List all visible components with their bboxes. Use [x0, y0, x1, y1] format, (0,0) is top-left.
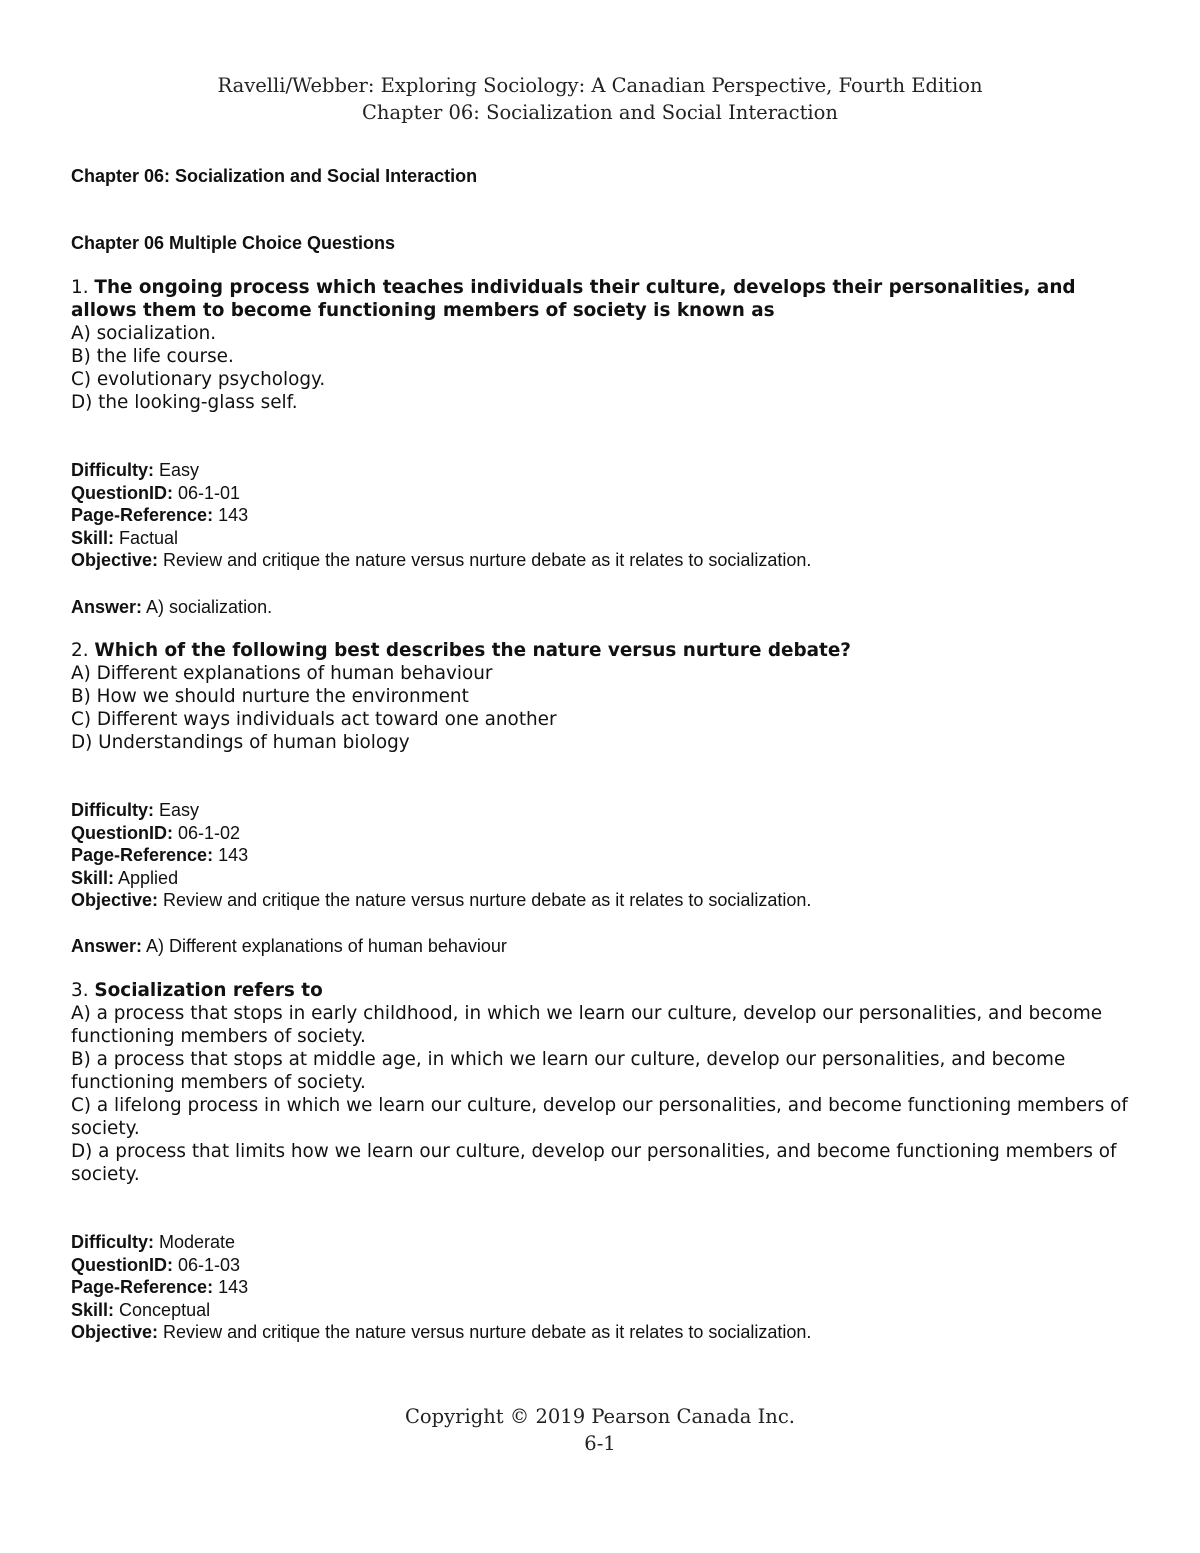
question-text: Which of the following best describes the nature versus nurture debate? — [94, 640, 851, 661]
question-stem — [71, 979, 1131, 1002]
page-reference-value: 143 — [218, 1277, 249, 1298]
difficulty-label: Difficulty: — [71, 1232, 154, 1252]
question-1-answer — [71, 596, 272, 618]
question-stem — [71, 639, 1131, 662]
answer-label: Answer: — [71, 597, 143, 617]
answer-value: A) socialization. — [146, 597, 273, 617]
option-d: D) the looking-glass self. — [71, 392, 298, 413]
section-title: Chapter 06 Multiple Choice Questions — [71, 233, 396, 253]
objective-value: Review and critique the nature versus nurture debate as it relates to socialization. — [163, 550, 812, 571]
page-reference-value: 143 — [218, 845, 249, 866]
page-number: 6-1 — [584, 1432, 616, 1455]
question-number: 3. — [71, 980, 89, 1001]
difficulty-label: Difficulty: — [71, 800, 154, 820]
question-number: 2. — [71, 640, 89, 661]
difficulty-label: Difficulty: — [71, 460, 154, 480]
skill-label: Skill: — [71, 1299, 115, 1320]
option-c: C) Different ways individuals act toward one another — [71, 709, 557, 730]
difficulty-value: Easy — [159, 460, 200, 480]
question-3 — [71, 979, 1131, 1186]
question-id-value: 06-1-02 — [178, 822, 241, 843]
objective-label: Objective: — [71, 890, 159, 911]
page-footer — [0, 1403, 1200, 1457]
option-d: D) Understandings of human biology — [71, 732, 410, 753]
option-a: A) socialization. — [71, 323, 217, 344]
option-a: A) a process that stops in early childhood, in which we learn our culture, develop our personalities, and become functioning members of society. — [71, 1003, 1103, 1047]
question-2 — [71, 639, 1131, 754]
page-header — [0, 72, 1200, 126]
question-id-label: QuestionID: — [71, 822, 173, 843]
skill-value: Applied — [118, 867, 179, 888]
question-text: Socialization refers to — [94, 980, 323, 1001]
difficulty-value: Moderate — [159, 1232, 236, 1252]
skill-label: Skill: — [71, 867, 115, 888]
option-c: C) evolutionary psychology. — [71, 369, 326, 390]
option-b: B) a process that stops at middle age, in which we learn our culture, develop our personalities, and become functioning members of society. — [71, 1049, 1066, 1093]
option-d: D) a process that limits how we learn our culture, develop our personalities, and become functioning members of society. — [71, 1141, 1117, 1185]
skill-value: Conceptual — [119, 1299, 211, 1320]
difficulty-value: Easy — [159, 800, 200, 820]
option-b: B) How we should nurture the environment — [71, 686, 469, 707]
header-book-title: Ravelli/Webber: Exploring Sociology: A Canadian Perspective, Fourth Edition — [217, 74, 983, 97]
answer-label: Answer: — [71, 936, 143, 956]
question-2-metadata — [71, 799, 1131, 912]
question-3-metadata — [71, 1231, 1131, 1344]
question-2-answer — [71, 935, 507, 957]
copyright-notice: Copyright © 2019 Pearson Canada Inc. — [405, 1405, 795, 1428]
objective-label: Objective: — [71, 1322, 159, 1343]
option-a: A) Different explanations of human behaviour — [71, 663, 493, 684]
page-reference-label: Page-Reference: — [71, 1277, 214, 1298]
answer-value: A) Different explanations of human behaviour — [146, 936, 507, 956]
option-b: B) the life course. — [71, 346, 234, 367]
question-1-metadata — [71, 459, 1131, 572]
page-reference-label: Page-Reference: — [71, 505, 214, 526]
question-id-value: 06-1-01 — [178, 482, 241, 503]
question-stem — [71, 276, 1131, 322]
question-id-label: QuestionID: — [71, 1254, 173, 1275]
chapter-title: Chapter 06: Socialization and Social Interaction — [71, 166, 478, 186]
question-number: 1. — [71, 277, 89, 298]
question-1 — [71, 276, 1131, 414]
header-chapter-title: Chapter 06: Socialization and Social Interaction — [362, 101, 838, 124]
skill-label: Skill: — [71, 527, 115, 548]
question-id-value: 06-1-03 — [178, 1254, 241, 1275]
skill-value: Factual — [119, 527, 179, 548]
objective-value: Review and critique the nature versus nurture debate as it relates to socialization. — [163, 890, 812, 911]
objective-label: Objective: — [71, 550, 159, 571]
question-text: The ongoing process which teaches individuals their culture, develops their personalities, and allows them to become functioning members of society is known as — [71, 277, 1076, 321]
page-reference-label: Page-Reference: — [71, 845, 214, 866]
objective-value: Review and critique the nature versus nurture debate as it relates to socialization. — [163, 1322, 812, 1343]
page-reference-value: 143 — [218, 505, 249, 526]
question-id-label: QuestionID: — [71, 482, 173, 503]
option-c: C) a lifelong process in which we learn our culture, develop our personalities, and become functioning members of society. — [71, 1095, 1128, 1139]
